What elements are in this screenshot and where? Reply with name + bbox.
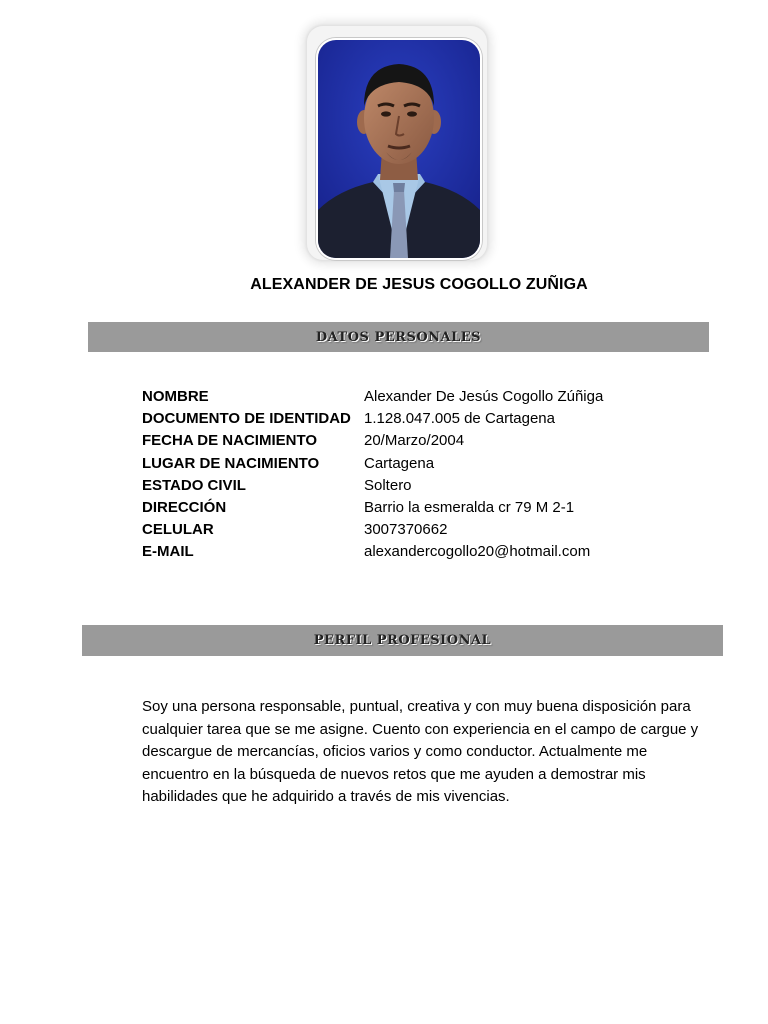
section-title-personal: DATOS PERSONALES (315, 329, 482, 345)
field-value: 3007370662 (364, 521, 448, 539)
personal-row-email (142, 541, 603, 563)
field-label: FECHA DE NACIMIENTO (142, 432, 318, 450)
personal-row-id (142, 408, 603, 430)
personal-row-phone (142, 519, 603, 541)
section-header-personal (88, 322, 709, 352)
field-value: Cartagena (364, 454, 435, 472)
field-label: NOMBRE (142, 388, 209, 405)
candidate-name: ALEXANDER DE JESUS COGOLLO ZUÑIGA (250, 276, 588, 293)
personal-row-address (142, 497, 603, 519)
field-value: Barrio la esmeralda cr 79 M 2-1 (364, 499, 575, 517)
field-label: ESTADO CIVIL (142, 476, 246, 494)
field-value: Alexander De Jesús Cogollo Zúñiga (364, 388, 604, 405)
personal-row-civil-status (142, 475, 603, 497)
profile-paragraph: Soy una persona responsable, puntual, creativa y con muy buena disposición para cualquier tarea que se me asigne. Cuento con experiencia en el campo de cargue y descargue de mercancías, oficios varios y como conductor. Actualmente me encuentro en la búsqueda de nuevos retos que me ayuden a demostrar mis habilidades que he adquirido a través de mis vivencias. (142, 698, 699, 806)
field-label: LUGAR DE NACIMIENTO (142, 454, 320, 472)
field-label: DIRECCIÓN (142, 499, 227, 517)
field-label: E-MAIL (142, 543, 194, 561)
personal-row-birthplace (142, 453, 603, 475)
field-value: 20/Marzo/2004 (364, 432, 465, 450)
field-value: Soltero (364, 476, 412, 494)
personal-data-table (142, 386, 603, 564)
profile-photo (316, 38, 482, 260)
field-label: CELULAR (142, 521, 214, 539)
field-value: 1.128.047.005 de Cartagena (364, 410, 555, 428)
personal-row-birthdate (142, 430, 603, 452)
personal-row-name (142, 386, 603, 408)
field-label: DOCUMENTO DE IDENTIDAD (142, 410, 351, 428)
section-title-profile: PERFIL PROFESIONAL (313, 633, 492, 648)
section-header-profile (82, 625, 723, 656)
field-value: alexandercogollo20@hotmail.com (364, 543, 591, 561)
